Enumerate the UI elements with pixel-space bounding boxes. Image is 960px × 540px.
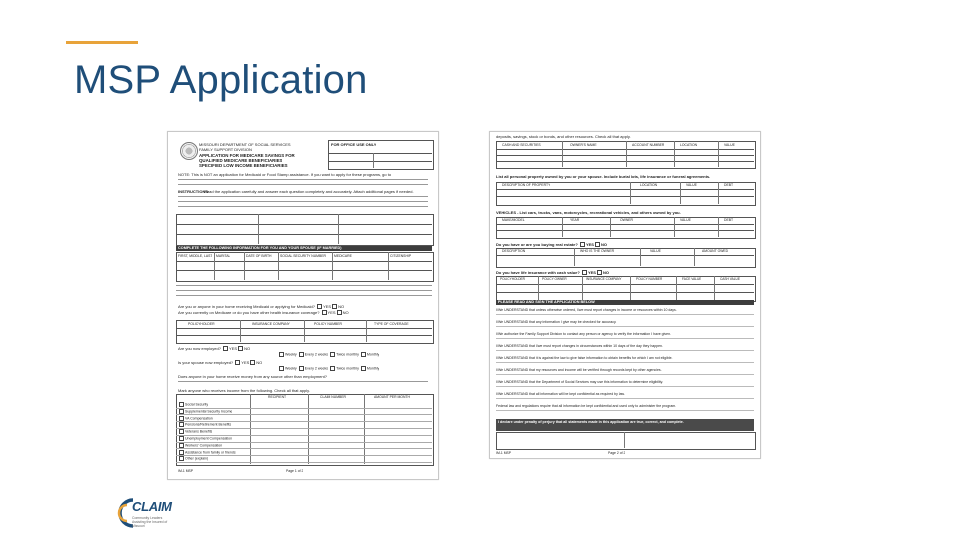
instructions-text: Read the application carefully and answer each question completely and accurately. Attach additional pages if needed. (204, 189, 414, 194)
medicaid-no-checkbox[interactable] (332, 304, 337, 309)
question-real-estate: Do you have or are you buying real estate? YES NO (496, 242, 607, 247)
life-col-face: FACE VALUE (682, 277, 702, 281)
real-estate-no-checkbox[interactable] (595, 242, 600, 247)
income-col-recipient: RECIPIENT (268, 395, 287, 399)
rights-section-header: PLEASE READ AND SIGN THE APPLICATION BELOW (496, 300, 754, 305)
income-source-label: Unemployment Compensation (185, 436, 233, 441)
employed-yes-checkbox[interactable] (223, 346, 228, 351)
vehicle-col-year: YEAR (570, 218, 580, 222)
question-insurance: Are you currently on Medicare or do you have other health insurance coverage? YES NO (178, 310, 349, 315)
rights-paragraph: I/We authorize the Family Support Division to contact any person or agency to verify the information I have given. (496, 332, 672, 336)
rights-paragraph: Federal law and regulations require that all information be kept confidential and used only to administer the program. (496, 404, 677, 408)
property-col-debt: DEBT (724, 183, 734, 187)
property-label: List all personal property owned by you or your spouse. Include burial lots, life insurance or funeral agreements. (496, 174, 711, 179)
question-life-insurance: Do you have life insurance with cash value? YES NO (496, 270, 609, 275)
rights-paragraph: I/We UNDERSTAND that unless otherwise ordered, I/we must report changes in income or resources within 10 days. (496, 308, 677, 312)
household-col-dob: DATE OF BIRTH (246, 254, 272, 258)
insurance-no-checkbox[interactable] (337, 310, 342, 315)
vehicle-col-make: MAKE/MODEL (502, 218, 525, 222)
life-insurance-yes-checkbox[interactable] (582, 270, 587, 275)
income-source-item (178, 450, 236, 455)
insurance-col-coverage: TYPE OF COVERAGE (374, 322, 409, 326)
spouse-employed-no-checkbox[interactable] (250, 360, 255, 365)
logo-wordmark: CLAIM (132, 499, 172, 514)
slide-title: MSP Application (74, 58, 368, 102)
life-col-company: INSURANCE COMPANY (586, 277, 622, 281)
income-source-checkbox[interactable] (179, 402, 184, 407)
household-col-marital: MARITAL (216, 254, 231, 258)
income-col-claim: CLAIM NUMBER (320, 395, 346, 399)
life-col-cash: CASH VALUE (720, 277, 740, 281)
life-insurance-no-checkbox[interactable] (597, 270, 602, 275)
application-page-2 (489, 131, 761, 459)
income-source-label: Social Security (185, 402, 209, 407)
question-medicaid: Are you or anyone in your home receiving Medicaid or applying for Medicaid? YES NO (178, 304, 345, 309)
income-source-checkbox[interactable] (179, 422, 184, 427)
income-source-item (178, 402, 208, 407)
question-spouse-employed: Is your spouse now employed? YES NO (178, 360, 263, 365)
logo-tagline: Community Leaders Assisting the Insured of Missouri (132, 516, 168, 528)
income-source-item (178, 443, 222, 448)
insurance-yes-checkbox[interactable] (322, 310, 327, 315)
agency-name: MISSOURI DEPARTMENT OF SOCIAL SERVICES (199, 142, 291, 147)
income-source-item (178, 409, 232, 414)
real-estate-col-owed: AMOUNT OWED (702, 249, 729, 253)
resources-col-location: LOCATION (680, 143, 698, 147)
household-section-header: COMPLETE THE FOLLOWING INFORMATION FOR YOU AND YOUR SPOUSE (IF MARRIED) (176, 246, 432, 251)
income-source-label: Other (explain) (185, 456, 209, 461)
signature-declaration: I declare under penalty of perjury that all statements made in this application are true, correct, and complete. (498, 420, 684, 424)
income-source-checkbox[interactable] (179, 409, 184, 414)
income-source-item (178, 416, 213, 421)
medicaid-yes-checkbox[interactable] (317, 304, 322, 309)
rights-paragraph: I/We UNDERSTAND that the Department of Social Services may use this information to determine eligibility. (496, 380, 664, 384)
property-col-value: VALUE (686, 183, 697, 187)
application-page-1 (167, 131, 439, 480)
pay-frequency-options: Weekly Every 2 weeks Twice monthly Monthly (278, 352, 379, 357)
income-source-checkbox[interactable] (179, 436, 184, 441)
real-estate-col-value: VALUE (650, 249, 661, 253)
household-col-citizenship: CITIZENSHIP (390, 254, 412, 258)
life-insurance-table (496, 276, 756, 302)
income-source-item (178, 422, 231, 427)
resources-col-account: ACCOUNT NUMBER (632, 143, 665, 147)
income-source-label: Veterans Benefits (185, 429, 213, 434)
vehicle-col-value: VALUE (680, 218, 691, 222)
income-source-label: Workers' Compensation (185, 443, 223, 448)
real-estate-col-description: DESCRIPTION (502, 249, 526, 253)
resources-col-cash: CASH AND SECURITIES (502, 143, 541, 147)
rights-paragraph: I/We UNDERSTAND that I/we must report changes in circumstances within 10 days of the day they happen. (496, 344, 663, 348)
note-text: NOTE: This is NOT an application for Medicaid or Food Stamp assistance. If you want to apply for these programs, go to (178, 172, 392, 177)
applicant-info-box (176, 214, 434, 246)
signature-box[interactable] (496, 432, 756, 450)
real-estate-col-owner: WHO IS THE OWNER (580, 249, 615, 253)
rights-paragraph: I/We UNDERSTAND that it is against the law to give false information to obtain benefits for which I am not eligible. (496, 356, 673, 360)
income-source-checkbox[interactable] (179, 443, 184, 448)
insurance-col-policy-number: POLICY NUMBER (314, 322, 343, 326)
household-col-medicare: MEDICARE (334, 254, 352, 258)
vehicle-col-owner: OWNER (620, 218, 633, 222)
form-title-3: SPECIFIED LOW INCOME BENEFICIARIES (199, 163, 288, 168)
property-col-description: DESCRIPTION OF PROPERTY (502, 183, 551, 187)
state-seal-icon (180, 142, 198, 160)
income-header: Mark anyone who receives income from the following. Check all that apply. (178, 388, 310, 393)
income-source-item (178, 429, 212, 434)
page2-footer-form-id: IM-1 MSP (496, 451, 512, 455)
page1-footer-form-id: IM-1 MSP (178, 469, 194, 473)
resources-col-owner: OWNER'S NAME (570, 143, 597, 147)
office-use-label: FOR OFFICE USE ONLY (331, 142, 377, 147)
property-col-location: LOCATION (640, 183, 658, 187)
division-name: FAMILY SUPPORT DIVISION (199, 147, 252, 152)
page2-footer-page: Page 2 of 2 (608, 451, 626, 455)
income-source-item (178, 436, 232, 441)
instructions-label: INSTRUCTIONS: (178, 189, 210, 194)
income-source-label: VA Compensation (185, 416, 213, 421)
vehicle-label: VEHICLES - List cars, trucks, vans, motorcycles, recreational vehicles, and others owned by you. (496, 210, 681, 215)
spouse-employed-yes-checkbox[interactable] (235, 360, 240, 365)
question-other-income: Does anyone in your home receive money from any source other than employment? (178, 374, 327, 379)
real-estate-yes-checkbox[interactable] (580, 242, 585, 247)
rights-paragraph: I/We UNDERSTAND that all information will be kept confidential as required by law. (496, 392, 625, 396)
income-source-checkbox[interactable] (179, 429, 184, 434)
insurance-col-policyholder: POLICYHOLDER (188, 322, 215, 326)
rights-paragraph: I/We UNDERSTAND that any information I give may be checked for accuracy. (496, 320, 617, 324)
income-source-label: Pensions/Retirement Benefits (185, 422, 232, 427)
resources-intro: deposits, savings, stock or bonds, and other resources. Check all that apply. (496, 134, 631, 139)
rights-paragraph: I/We UNDERSTAND that my resources and income will be verified through records kept by other agencies. (496, 368, 662, 372)
employed-no-checkbox[interactable] (238, 346, 243, 351)
form-title-2: QUALIFIED MEDICARE BENEFICIARIES (199, 158, 283, 163)
income-source-item (178, 456, 208, 461)
life-col-owner: POLICY OWNER (542, 277, 567, 281)
household-col-ssn: SOCIAL SECURITY NUMBER (280, 254, 326, 258)
spouse-pay-frequency-options: Weekly Every 2 weeks Twice monthly Monthly (278, 366, 379, 371)
resources-col-value: VALUE (724, 143, 735, 147)
income-source-checkbox[interactable] (179, 416, 184, 421)
vehicle-col-debt: DEBT (724, 218, 734, 222)
household-col-name: FIRST, MIDDLE, LAST (178, 254, 213, 258)
life-col-number: POLICY NUMBER (636, 277, 663, 281)
income-source-checkbox[interactable] (179, 450, 184, 455)
title-accent-bar (66, 41, 138, 44)
income-col-amount: AMOUNT PER MONTH (374, 395, 410, 399)
insurance-col-company: INSURANCE COMPANY (252, 322, 290, 326)
question-employed: Are you now employed? YES NO (178, 346, 251, 351)
income-source-label: Assistance from family or friends (185, 450, 236, 455)
life-col-policyholder: POLICYHOLDER (500, 277, 525, 281)
page1-footer-page: Page 1 of 2 (286, 469, 304, 473)
income-source-checkbox[interactable] (179, 456, 184, 461)
income-source-label: Supplemental Security Income (185, 409, 233, 414)
form-title-1: APPLICATION FOR MEDICARE SAVINGS FOR (199, 153, 295, 158)
